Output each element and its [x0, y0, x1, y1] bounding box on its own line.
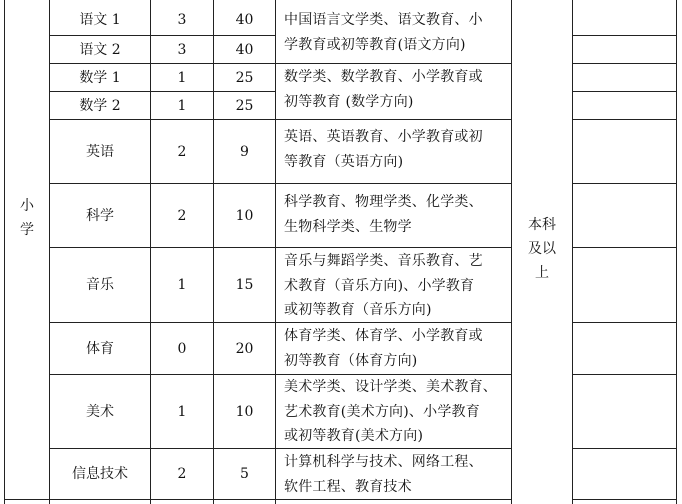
major-line: 音乐与舞蹈学类、音乐教育、艺	[284, 253, 483, 269]
count-cell: 2	[177, 466, 187, 482]
grid-line	[4, 0, 5, 504]
subject-cell: 信息技术	[72, 466, 128, 482]
major-line: 软件工程、教育技术	[284, 478, 412, 495]
major-cell	[284, 8, 483, 57]
major-cell	[284, 125, 483, 174]
grid-line	[572, 374, 677, 375]
count-cell: 0	[177, 340, 187, 357]
grid-line	[49, 499, 512, 500]
major-cell	[284, 324, 483, 373]
major-line: 英语、英语教育、小学教育或初	[284, 129, 483, 145]
major-line: 或初等教育（音乐方向)	[284, 302, 432, 318]
subject-cell: 数学 1	[79, 69, 121, 86]
subject-cell: 音乐	[86, 277, 114, 293]
count-cell: 3	[177, 12, 187, 28]
major-cell	[284, 249, 483, 323]
major-line: 等教育（英语方向)	[284, 153, 404, 170]
subject-cell: 美术	[86, 403, 114, 420]
grid-line	[572, 119, 677, 120]
education-cell	[512, 213, 572, 285]
major-line: 学教育或初等教育(语文方向)	[284, 36, 466, 53]
count-cell: 2	[177, 143, 187, 160]
major-line: 或初等教育(美术方向)	[284, 428, 424, 444]
major-line: 计算机科学与技术、网络工程、	[284, 454, 483, 470]
grid-line	[572, 35, 677, 36]
grid-line	[275, 0, 276, 504]
grid-line	[572, 91, 677, 92]
num-cell: 10	[235, 207, 254, 224]
major-line: 初等教育 (数学方向)	[284, 93, 414, 110]
subject-cell: 科学	[86, 207, 114, 224]
school-level-cell	[5, 194, 49, 242]
num-cell: 10	[235, 403, 254, 420]
count-cell: 1	[177, 97, 187, 114]
major-line: 美术学类、设计学类、美术教育、	[284, 379, 497, 395]
num-cell: 25	[235, 97, 254, 114]
grid-line	[572, 448, 677, 449]
grid-line	[572, 0, 573, 504]
major-line: 数学类、数学教育、小学教育或	[284, 69, 483, 85]
count-cell: 1	[177, 277, 187, 293]
grid-line	[4, 499, 50, 500]
major-line: 艺术教育(美术方向)、小学教育	[284, 403, 480, 420]
count-cell: 1	[177, 69, 187, 86]
grid-line	[676, 0, 677, 504]
major-line: 中国语言文学类、语文教育、小	[284, 12, 483, 28]
num-cell: 25	[235, 69, 254, 86]
num-cell: 40	[235, 41, 254, 58]
subject-cell: 语文 1	[79, 12, 121, 28]
school-level-text: 小学	[20, 198, 34, 238]
subject-cell: 数学 2	[79, 97, 121, 114]
major-line: 初等教育（体育方向)	[284, 352, 418, 369]
subject-cell: 体育	[86, 340, 114, 357]
education-text: 本科及以上	[528, 217, 556, 281]
num-cell: 9	[240, 143, 249, 160]
major-line: 术教育（音乐方向)、小学教育	[284, 277, 475, 294]
major-cell	[284, 65, 483, 114]
count-cell: 3	[177, 41, 187, 58]
major-cell	[284, 190, 483, 239]
grid-line	[572, 322, 677, 323]
grid-line	[572, 183, 677, 184]
major-cell	[284, 375, 497, 449]
num-cell: 15	[235, 277, 254, 293]
subject-cell: 英语	[86, 143, 114, 160]
grid-line	[572, 247, 677, 248]
grid-line	[572, 63, 677, 64]
num-cell: 40	[235, 12, 254, 28]
major-line: 科学教育、物理学类、化学类、	[284, 194, 483, 210]
major-cell	[284, 450, 483, 499]
num-cell: 5	[240, 466, 249, 482]
grid-line	[572, 499, 677, 500]
num-cell: 20	[235, 340, 254, 357]
count-cell: 2	[177, 207, 187, 224]
subject-cell: 语文 2	[79, 41, 121, 58]
major-line: 体育学类、体育学、小学教育或	[284, 328, 483, 344]
major-line: 生物科学类、生物学	[284, 218, 412, 235]
count-cell: 1	[177, 403, 187, 420]
